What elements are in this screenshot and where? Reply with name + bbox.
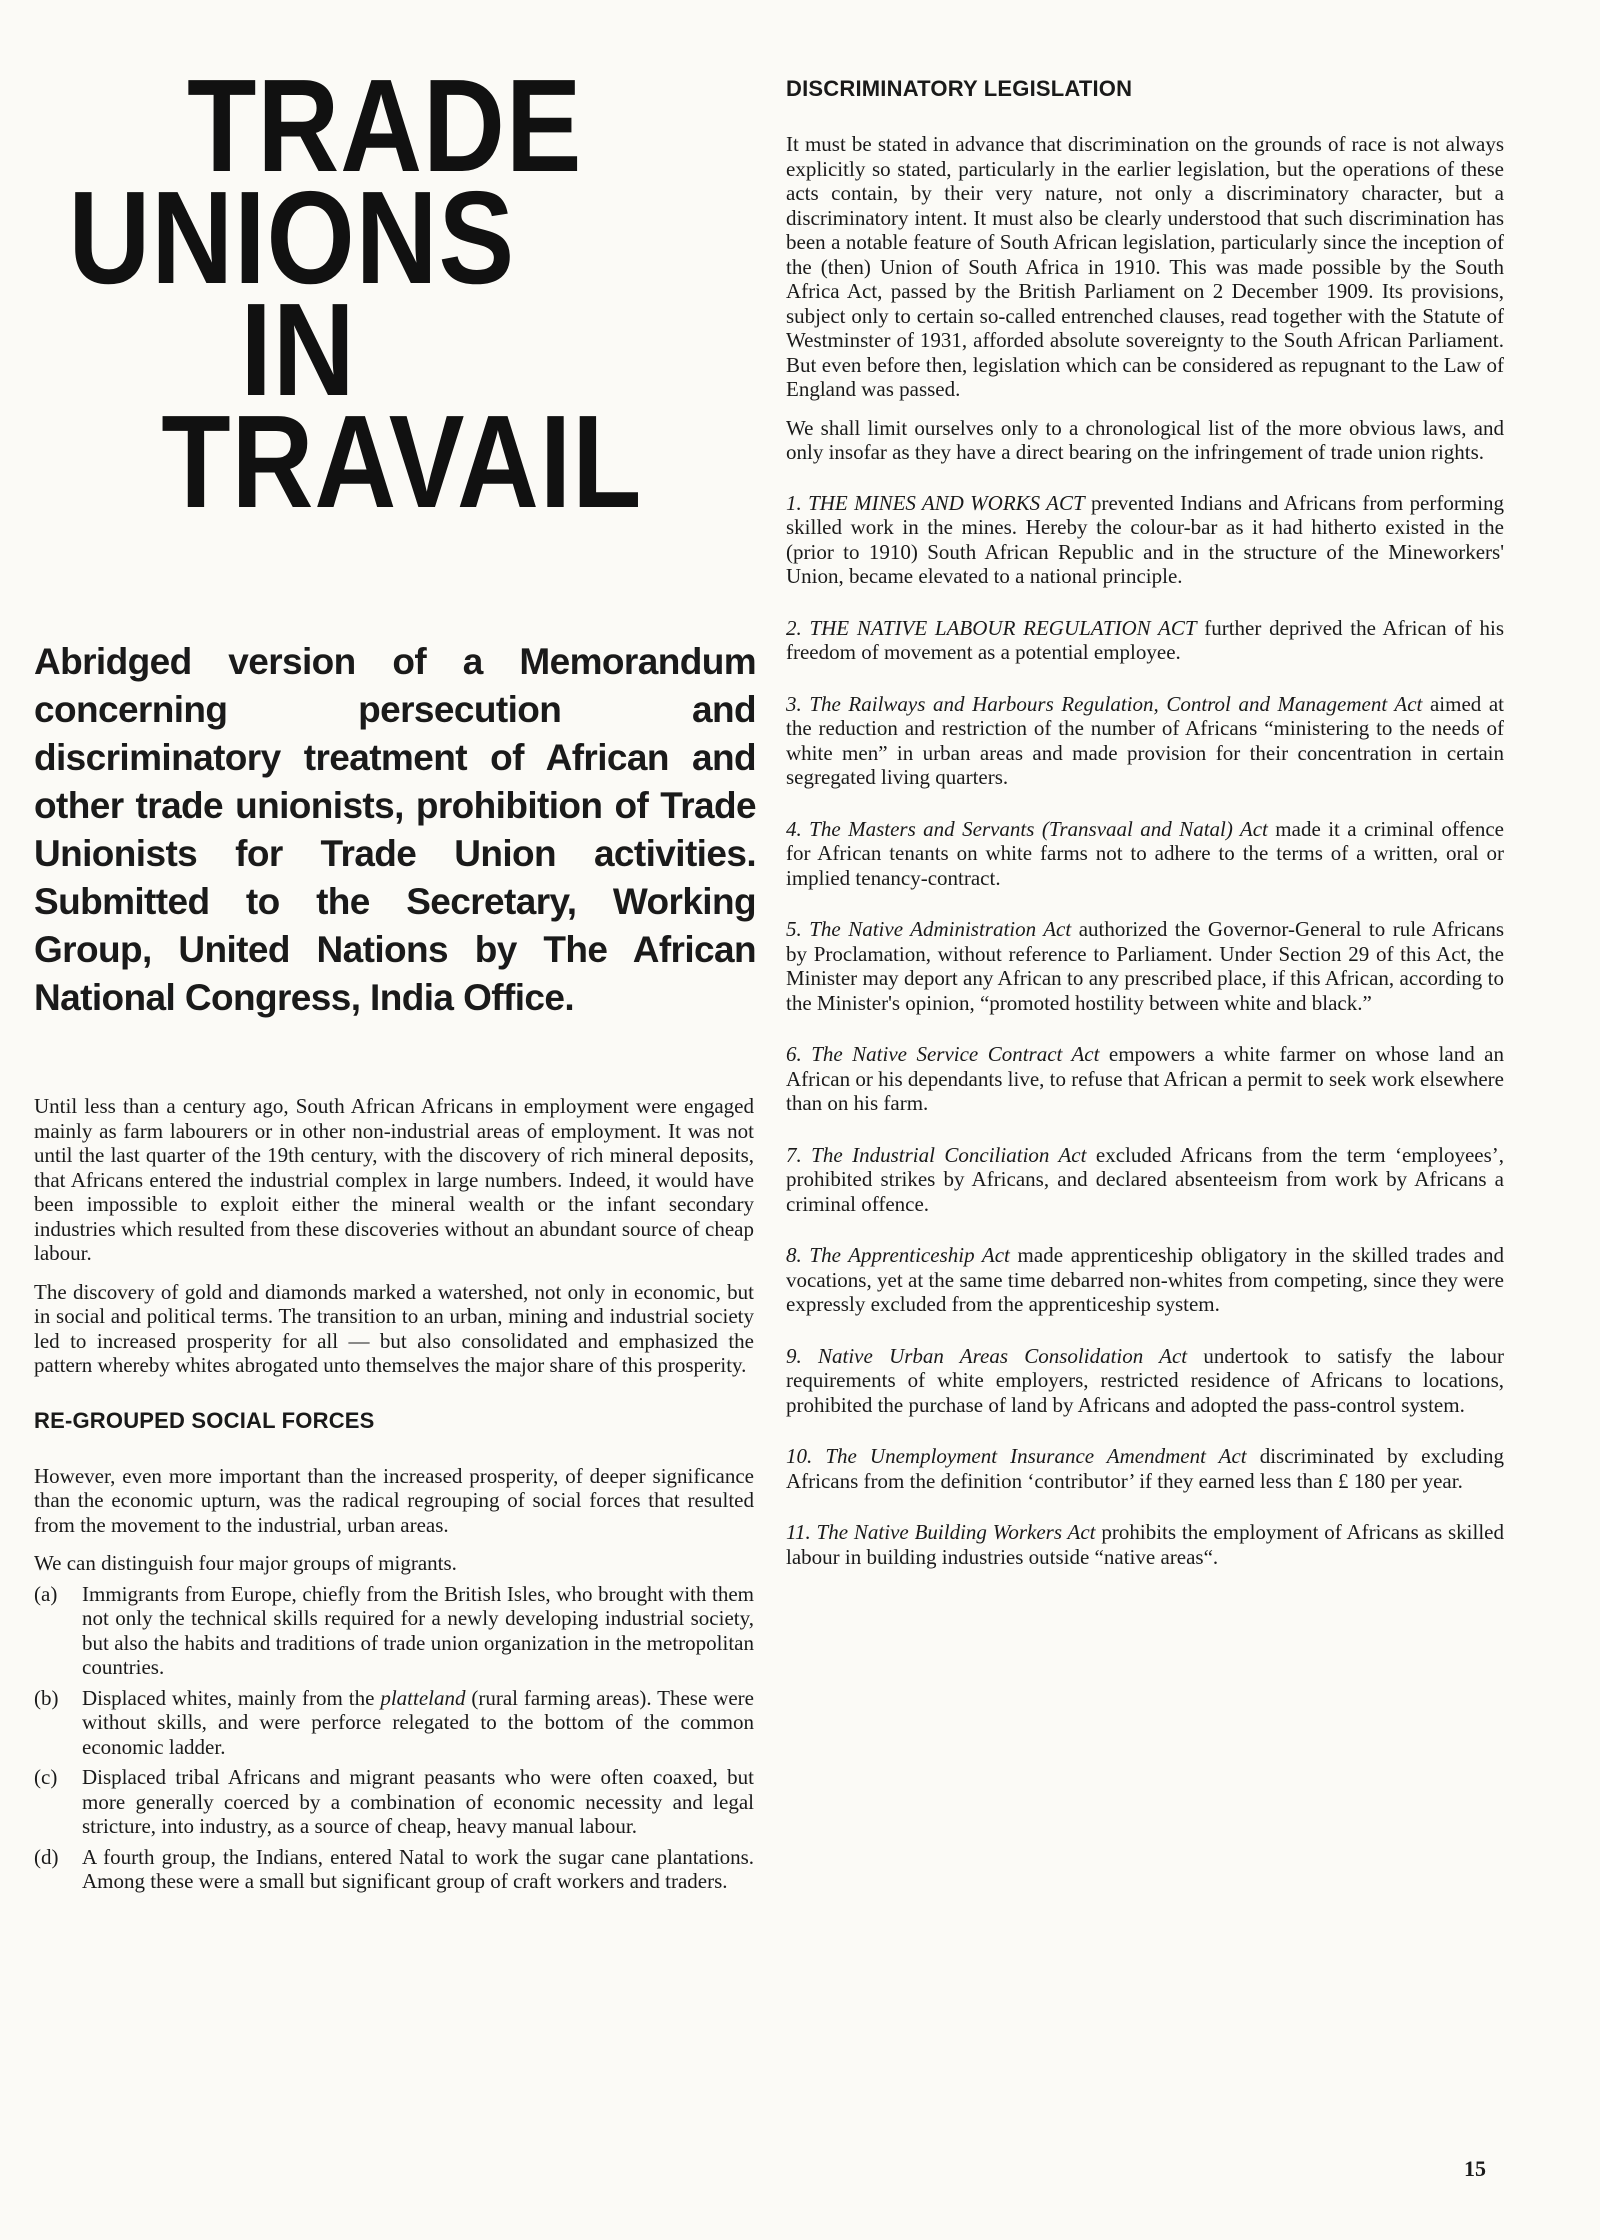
- list-marker: (d): [34, 1844, 59, 1869]
- paragraph: We shall limit ourselves only to a chronological list of the more obvious laws, and only insofar as they have a direct bearing on the infringement of trade union rights.: [786, 415, 1504, 464]
- act-item: [786, 917, 1504, 1015]
- list-item: [34, 1845, 754, 1894]
- act-item: [786, 692, 1504, 790]
- list-item-text: (rural farming areas). These were without skills, and were perforce relegated to the bottom of the common economic ladder.: [82, 1685, 754, 1759]
- act-name: 3. The Railways and Harbours Regulation, Control and Management Act: [786, 691, 1423, 716]
- list-item-text: Immigrants from Europe, chiefly from the British Isles, who brought with them not only the technical skills required for a newly developing industrial society, but also the habits and traditions of trade union organization in the metropolitan countries.: [82, 1581, 754, 1679]
- act-description: empowers a white farmer on whose land an African or his dependants live, to refuse that African a permit to seek work elsewhere than on his farm.: [786, 1042, 1504, 1115]
- act-item: [786, 1520, 1504, 1569]
- list-marker: (c): [34, 1765, 58, 1789]
- list-item-text: Displaced whites, mainly from the: [82, 1685, 381, 1710]
- paragraph: Until less than a century ago, South African Africans in employment were engaged mainly as farm labourers or in other non-industrial areas of employment. It was not until the last quarter of the 19th century, with the discovery of rich mineral deposits, that Africans entered the industrial complex in large numbers. Indeed, it would have been impossible to exploit either the mineral wealth or the infant secondary industries which resulted from these discoveries without an abundant source of cheap labour.: [34, 1094, 754, 1265]
- section-heading-regrouped: RE-GROUPED SOCIAL FORCES: [34, 1407, 375, 1433]
- act-description: made it a criminal offence for African tenants on white farms not to adhere to the terms of a written, oral or implied tenancy-contract.: [786, 816, 1504, 890]
- act-name: 10. The Unemployment Insurance Amendment Act: [786, 1444, 1247, 1468]
- act-name: 5. The Native Administration Act: [786, 917, 1072, 941]
- article-subtitle: Abridged version of a Memorandum concerning persecution and discriminatory treatment of African and other trade unionists, prohibition of Trade Unionists for Trade Union activities. Submitted to the Secretary, Working Group, United Nations by The African National Congress, India Office.: [34, 641, 756, 1018]
- act-name: 2. THE NATIVE LABOUR REGULATION ACT: [786, 615, 1197, 640]
- page-number: 15: [1464, 2156, 1486, 2181]
- act-item: [786, 616, 1504, 665]
- act-item: [786, 1042, 1504, 1116]
- act-description: excluded Africans from the term ‘employees’, prohibited strikes by Africans, and declared absenteeism from work by Africans a criminal offence.: [786, 1142, 1505, 1216]
- act-description: further deprived the African of his freedom of movement as a potential employee.: [786, 615, 1504, 664]
- act-name: 11. The Native Building Workers Act: [786, 1520, 1096, 1544]
- act-item: [786, 1143, 1504, 1217]
- act-item: [786, 1344, 1504, 1418]
- title-line: TRADE: [187, 52, 583, 199]
- act-name: 4. The Masters and Servants (Transvaal and Natal) Act: [786, 816, 1268, 841]
- section-heading-discriminatory: DISCRIMINATORY LEGISLATION: [786, 76, 1133, 101]
- act-name: 6. The Native Service Contract Act: [786, 1042, 1100, 1066]
- title-line: TRAVAIL: [161, 388, 643, 535]
- acts-list: [786, 491, 1504, 1570]
- paragraph: However, even more important than the increased prosperity, of deeper significance than the economic upturn, was the radical regrouping of social forces that resulted from the movement to the industrial, urban areas.: [34, 1463, 754, 1537]
- list-item-text: Displaced tribal Africans and migrant peasants who were often coaxed, but more generally coerced by a combination of economic necessity and legal stricture, into industry, as a source of cheap, heavy manual labour.: [82, 1765, 754, 1838]
- migrant-groups-list: [34, 1582, 754, 1894]
- act-description: discriminated by excluding Africans from the definition ‘contributor’ if they earned less than £ 180 per year.: [786, 1444, 1504, 1493]
- title-line: UNIONS: [68, 164, 516, 311]
- act-item: [786, 1243, 1504, 1317]
- act-item: [786, 1444, 1504, 1493]
- left-column: [34, 52, 756, 1900]
- act-description: prohibits the employment of Africans as skilled labour in building industries outside “native areas“.: [786, 1520, 1504, 1569]
- act-description: aimed at the reduction and restriction of the number of Africans “ministering to the needs of white men” in urban areas and made provision for their concentration in certain segregated living quarters.: [786, 691, 1505, 789]
- paragraph: We can distinguish four major groups of migrants.: [34, 1551, 457, 1575]
- act-description: prevented Indians and Africans from performing skilled work in the mines. Hereby the colour-bar as it had hitherto existed in the (prior to 1910) South African Republic and in the structure of the Mineworkers' Union, became elevated to a national principle.: [786, 490, 1504, 588]
- intro-section: [34, 1094, 754, 1378]
- act-item: [786, 817, 1504, 891]
- act-name: 7. The Industrial Conciliation Act: [786, 1142, 1087, 1167]
- act-description: undertook to satisfy the labour requirements of white employers, restricted residence of Africans to locations, prohibited the purchase of land by Africans and adopted the pass-control system.: [786, 1343, 1504, 1417]
- list-item: [34, 1765, 754, 1839]
- right-column: [786, 76, 1504, 1596]
- act-name: 1. THE MINES AND WORKS ACT: [786, 490, 1085, 515]
- paragraph: The discovery of gold and diamonds marked a watershed, not only in economic, but in social and political terms. The transition to an urban, mining and industrial society led to increased prosperity for all — but also consolidated and emphasized the pattern whereby whites abrogated unto themselves the major share of this prosperity.: [34, 1279, 754, 1377]
- list-marker: (b): [34, 1685, 59, 1710]
- act-description: made apprenticeship obligatory in the skilled trades and vocations, yet at the same time debarred non-whites from competing, since they were expressly excluded from the apprenticeship system.: [786, 1243, 1504, 1316]
- paragraph: It must be stated in advance that discrimination on the grounds of race is not always explicitly so stated, particularly in the earlier legislation, but the operations of these acts contain, by their very nature, not only a discriminatory character, but a discriminatory intent. It must also be clearly understood that such discrimination has been a notable feature of South African legislation, particularly since the inception of the (then) Union of South Africa in 1910. This was made possible by the South Africa Act, passed by the British Parliament on 2 December 1909. Its provisions, subject only to certain so-called entrenched clauses, read together with the Statute of Westminster of 1931, afforded absolute sovereignty to the South African Parliament. But even before then, legislation which can be considered as repugnant to the Law of England was passed.: [786, 132, 1504, 401]
- list-item-text: A fourth group, the Indians, entered Natal to work the sugar cane plantations. Among these were a small but significant group of craft workers and traders.: [82, 1844, 754, 1893]
- act-name: 9. Native Urban Areas Consolidation Act: [786, 1343, 1188, 1368]
- list-item-emphasis: platteland: [380, 1685, 466, 1710]
- act-name: 8. The Apprenticeship Act: [786, 1243, 1010, 1267]
- list-marker: (a): [34, 1581, 58, 1606]
- article-title: [34, 52, 748, 535]
- list-item: [34, 1686, 754, 1760]
- list-item: [34, 1582, 754, 1680]
- act-description: authorized the Governor-General to rule Africans by Proclamation, without reference to Parliament. Under Section 29 of this Act, the Minister may deport any African to any prescribed place, if this African, according to the Minister's opinion, “promoted hostility between white and black.”: [786, 917, 1504, 1015]
- title-line: IN: [240, 276, 356, 423]
- act-item: [786, 491, 1504, 589]
